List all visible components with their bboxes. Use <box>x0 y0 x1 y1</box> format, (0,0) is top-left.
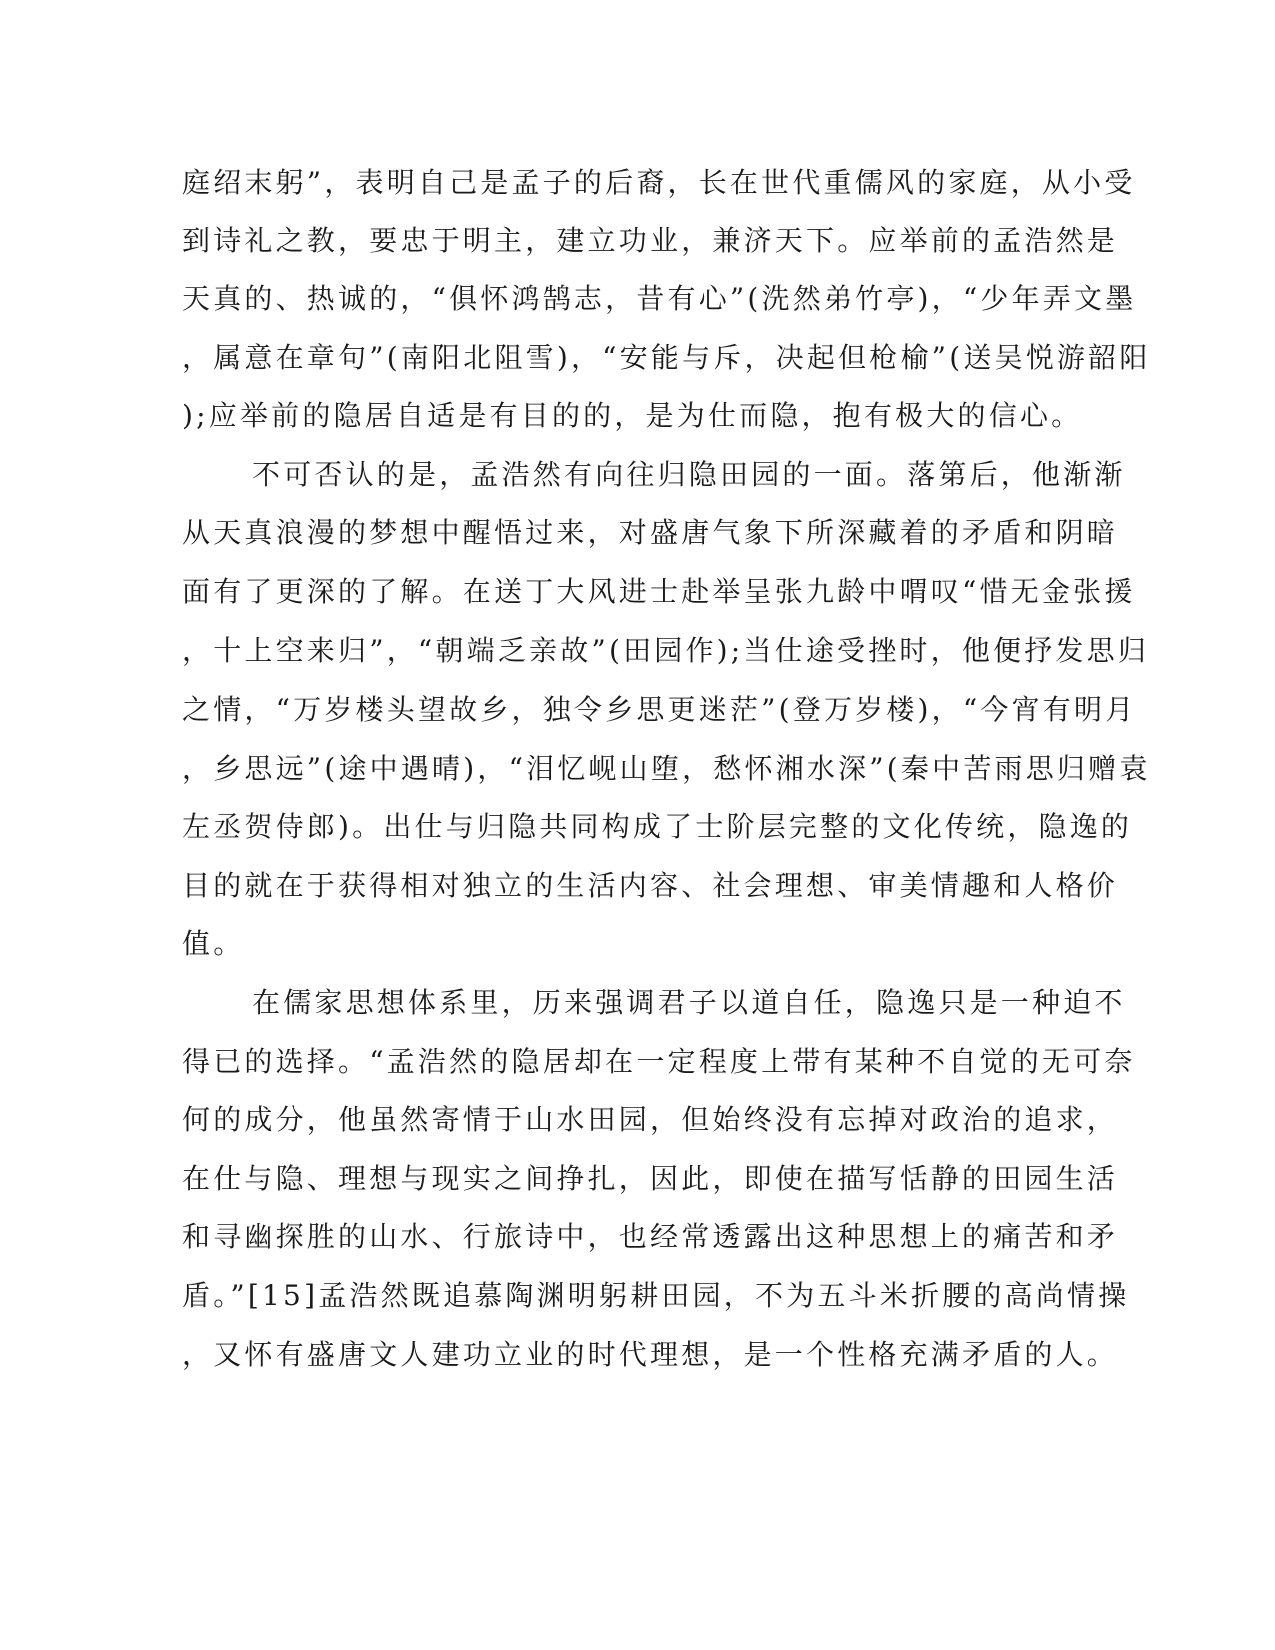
body-text-line: ，乡思远”(途中遇晴)，“泪忆岘山堕，愁怀湘水深”(秦中苦雨思归赠袁 <box>182 752 1151 785</box>
body-text-line: 之情，“万岁楼头望故乡，独令乡思更迷茫”(登万岁楼)，“今宵有明月 <box>182 693 1137 726</box>
body-text-line: 值。 <box>182 927 245 960</box>
body-text-line: 目的就在于获得相对独立的生活内容、社会理想、审美情趣和人格价 <box>182 869 1119 902</box>
body-text-line: ，又怀有盛唐文人建功立业的时代理想，是一个性格充满矛盾的人。 <box>182 1338 1119 1371</box>
body-text-line: ，十上空来归”，“朝端乏亲故”(田园作);当仕途受挫时，他便抒发思归 <box>182 634 1150 667</box>
body-text-line: 得已的选择。“孟浩然的隐居却在一定程度上带有某种不自觉的无可奈 <box>182 1045 1136 1078</box>
body-text-line: 在仕与隐、理想与现实之间挣扎，因此，即使在描写恬静的田园生活 <box>182 1162 1119 1195</box>
body-text-line: 何的成分，他虽然寄情于山水田园，但始终没有忘掉对政治的追求， <box>182 1103 1119 1136</box>
body-text-line: 从天真浪漫的梦想中醒悟过来，对盛唐气象下所深藏着的矛盾和阴暗 <box>182 516 1119 549</box>
body-text-line: 庭绍末躬”，表明自己是孟子的后裔，长在世代重儒风的家庭，从小受 <box>182 166 1136 199</box>
body-text-line: 到诗礼之教，要忠于明主，建立功业，兼济天下。应举前的孟浩然是 <box>182 224 1119 257</box>
body-text-line: 面有了更深的了解。在送丁大风进士赴举呈张九龄中喟叹“惜无金张援 <box>182 575 1136 608</box>
body-text-line: );应举前的隐居自适是有目的的，是为仕而隐，抱有极大的信心。 <box>182 399 1083 432</box>
body-text-line: 天真的、热诚的，“俱怀鸿鹄志，昔有心”(洗然弟竹亭)，“少年弄文墨 <box>182 282 1137 315</box>
body-text-line: 和寻幽探胜的山水、行旅诗中，也经常透露出这种思想上的痛苦和矛 <box>182 1220 1119 1253</box>
body-text-line: 不可否认的是，孟浩然有向往归隐田园的一面。落第后，他渐渐 <box>252 458 1126 491</box>
body-text-line: 在儒家思想体系里，历来强调君子以道自任，隐逸只是一种迫不 <box>252 986 1126 1019</box>
body-text-line: 左丞贺侍郎)。出仕与归隐共同构成了士阶层完整的文化传统，隐逸的 <box>182 810 1133 843</box>
body-text-line: 盾。”[15]孟浩然既追慕陶渊明躬耕田园，不为五斗米折腰的高尚情操 <box>182 1279 1130 1312</box>
body-text-line: ，属意在章句”(南阳北阻雪)，“安能与斥，决起但枪榆”(送吴悦游韶阳 <box>182 341 1151 374</box>
